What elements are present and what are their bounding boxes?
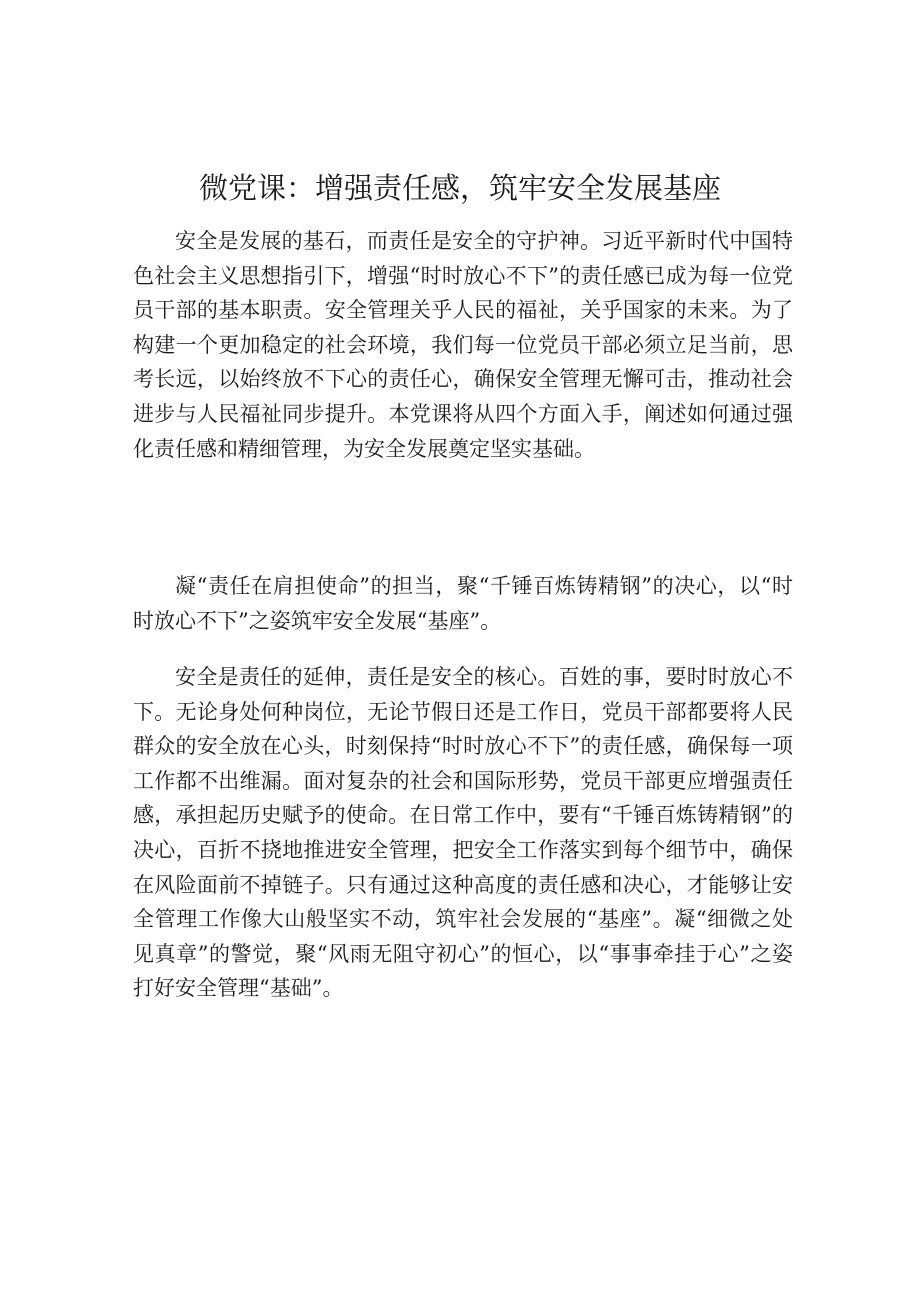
paragraph-theme: 凝“责任在肩担使命”的担当，聚“千锤百炼铸精钢”的决心，以“时时放心不下”之姿筑牢安全发展“基座”。 (133, 574, 793, 633)
paragraph-intro: 安全是发展的基石，而责任是安全的守护神。习近平新时代中国特色社会主义思想指引下，增强“时时放心不下”的责任感已成为每一位党员干部的基本职责。安全管理关乎人民的福祉，关乎国家的未来。为了构建一个更加稳定的社会环境，我们每一位党员干部必须立足当前，思考长远，以始终放不下心的责任心，确保安全管理无懈可击，推动社会进步与人民福祉同步提升。本党课将从四个方面入手，阐述如何通过强化责任感和精细管理，为安全发展奠定坚实基础。 (133, 229, 793, 461)
paragraph-responsibility: 安全是责任的延伸，责任是安全的核心。百姓的事，要时时放心不下。无论身处何种岗位，无论节假日还是工作日，党员干部都要将人民群众的安全放在心头，时刻保持“时时放心不下”的责任感，确保每一项工作都不出维漏。面对复杂的社会和国际形势，党员干部更应增强责任感，承担起历史赋予的使命。在日常工作中，要有“千锤百炼铸精钢”的决心，百折不挠地推进安全管理，把安全工作落实到每个细节中，确保在风险面前不掉链子。只有通过这种高度的责任感和决心，才能够让安全管理工作像大山般坚实不动，筑牢社会发展的“基座”。凝“细微之处见真章”的警觉，聚“风雨无阻守初心”的恒心，以“事事牵挂于心”之姿打好安全管理“基础”。 (133, 665, 793, 1001)
document-title: 微党课：增强责任感，筑牢安全发展基座 (198, 171, 721, 205)
